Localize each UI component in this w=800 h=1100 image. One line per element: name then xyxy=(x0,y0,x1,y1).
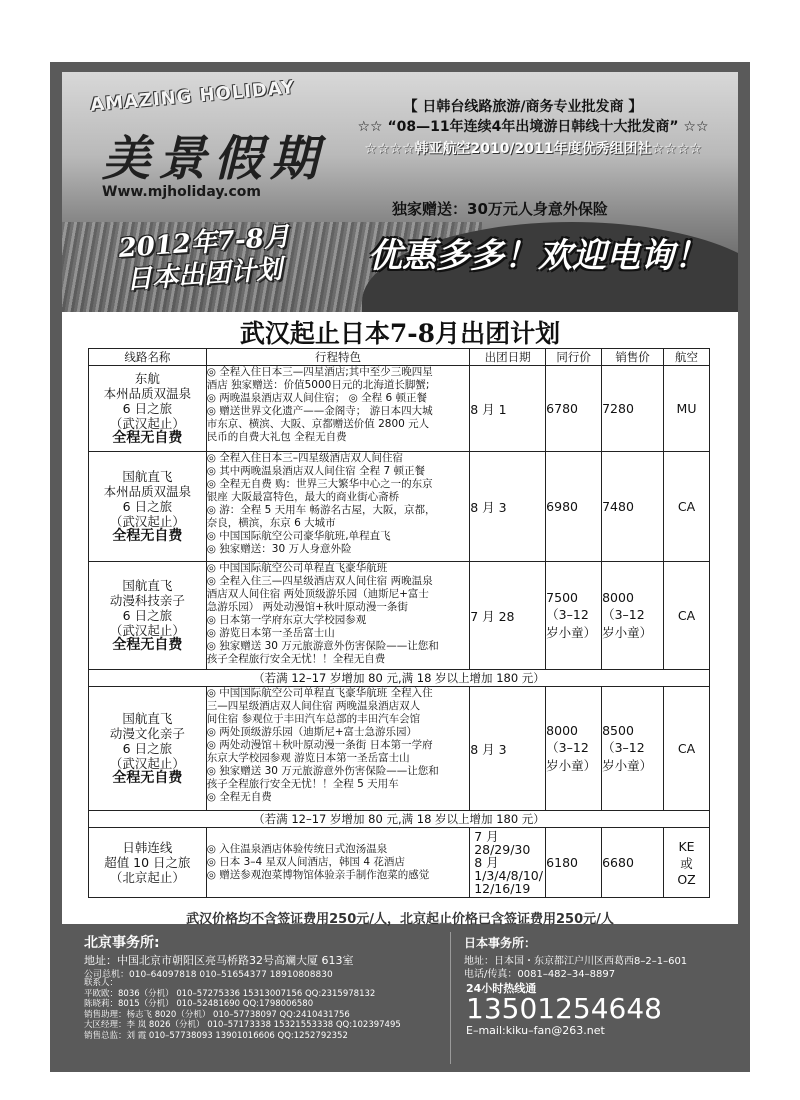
feature-line: ◎ 赠送参观泡菜博物馆体验亲手制作泡菜的感觉 xyxy=(206,869,430,881)
exclusive-insurance: 独家赠送：30万元人身意外保险 xyxy=(392,200,608,218)
peer-price xyxy=(546,687,602,811)
date-line: 1/3/4/8/10/ xyxy=(474,868,543,883)
feature-line: ◎ 游览日本第一圣岳富士山 xyxy=(206,627,335,639)
footer-divider xyxy=(450,932,451,1064)
departure-date: 8 月 3 xyxy=(470,687,546,811)
airline-line: OZ xyxy=(677,871,696,887)
tagline-airline: ☆☆☆☆韩亚航空2010/2011年度优秀组团社☆☆☆☆ xyxy=(364,141,702,157)
price-note: 岁小童） xyxy=(546,625,597,640)
surcharge-note: （若满 12–17 岁增加 80 元,满 18 岁以上增加 180 元） xyxy=(89,811,710,828)
col-date: 出团日期 xyxy=(470,349,546,366)
contact-line: 大区经理：李 岚 8026（分机） 010–57173338 15321553338 QQ:102397495 xyxy=(84,1020,401,1030)
route-airline-label: 国航直飞 xyxy=(122,469,173,484)
feature-line: 孩子全程旅行安全无忧！！全程 5 天用车 xyxy=(206,778,399,790)
route-name xyxy=(89,452,207,562)
feature-line: 市东京、横滨、大阪、京都赠送价值 2800 元人 xyxy=(206,418,430,430)
table-row xyxy=(89,452,710,562)
price-note: （3–12 xyxy=(602,607,645,622)
route-airline-label: 国航直飞 xyxy=(122,578,173,593)
feature-line: ◎ 独家赠送 30 万元旅游意外伤害保险——让您和 xyxy=(206,640,439,652)
route-no-extra: 全程无自费 xyxy=(112,637,183,653)
sale-price xyxy=(602,687,664,811)
route-title: 动漫文化亲子 xyxy=(109,726,185,741)
feature-line: 急游乐园） 两处动漫馆+秋叶原动漫一条街 xyxy=(206,601,408,613)
airline-code xyxy=(664,828,710,898)
feature-line: ◎ 两处动漫馆＋秋叶原动漫一条街 日本第一学府 xyxy=(206,739,433,751)
price-note: 岁小童） xyxy=(602,758,653,773)
feature-line: ◎ 日本 3–4 星双人间酒店，韩国 4 花酒店 xyxy=(206,856,405,868)
beijing-office-title: 北京事务所: xyxy=(84,935,160,951)
footer xyxy=(62,924,738,1072)
surcharge-note-row xyxy=(89,811,710,828)
feature-line: ◎ 独家赠送：30 万人身意外险 xyxy=(206,543,352,555)
route-origin: （武汉起止） xyxy=(109,416,185,431)
route-features xyxy=(206,366,469,452)
japan-address: 地址：日本国・东京都江户川区西葛西8–2–1–601 xyxy=(464,956,688,967)
price-note: （3–12 xyxy=(602,740,645,755)
feature-line: 酒店 独家赠送：价值5000日元的北海道长脚蟹; xyxy=(206,379,430,391)
table-row xyxy=(89,366,710,452)
feature-line: ◎ 全程入住日本三—四星酒店;其中至少三晚四星 xyxy=(206,366,433,378)
header-banner xyxy=(62,72,738,312)
feature-line: ◎ 两晚温泉酒店双人间住宿； ◎ 全程 6 顿正餐 xyxy=(206,392,427,404)
airline-line: KE xyxy=(678,838,695,854)
feature-line: ◎ 全程无自费 购：世界三大繁华中心之一的东京 xyxy=(206,478,433,490)
contact-list xyxy=(84,978,401,1041)
feature-line: ◎ 中国国际航空公司豪华航班,单程直飞 xyxy=(206,530,391,542)
website-url[interactable]: Www.mjholiday.com xyxy=(102,184,262,200)
feature-line: 民币的自费大礼包 全程无自费 xyxy=(206,431,347,443)
route-features xyxy=(206,828,469,898)
route-features xyxy=(206,687,469,811)
table-header-row xyxy=(89,349,710,366)
route-origin: （北京起止） xyxy=(109,870,185,885)
col-sale-price: 销售价 xyxy=(602,349,664,366)
visa-note: 武汉价格均不含签证费用250元/人，北京起止价格已含签证费用250元/人 xyxy=(186,912,614,927)
surcharge-note: （若满 12–17 岁增加 80 元,满 18 岁以上增加 180 元） xyxy=(89,670,710,687)
table-row xyxy=(89,828,710,898)
beijing-phone: 公司总机：010–64097818 010–51654377 18910808830 xyxy=(84,970,333,980)
feature-line: ◎ 全程入住日本三–四星级酒店双人间住宿 xyxy=(206,452,404,464)
price-value: 8500 xyxy=(602,723,634,738)
page-title: 武汉起止日本7-8月出团计划 xyxy=(239,319,561,348)
brand-logo: 美景假期 xyxy=(102,131,327,187)
route-origin: （武汉起止） xyxy=(109,623,185,638)
route-duration: 6 日之旅 xyxy=(122,608,173,623)
feature-line: ◎ 中国国际航空公司单程直飞豪华航班 xyxy=(206,562,388,574)
hotline-label: 24小时热线通 xyxy=(466,982,537,995)
departure-date xyxy=(470,828,546,898)
price-note: 岁小童） xyxy=(602,625,653,640)
departure-date: 7 月 28 xyxy=(470,562,546,670)
contact-line: 陈晓莉：8015（分机） 010–52481690 QQ:1798006580 xyxy=(84,999,314,1009)
route-duration: 6 日之旅 xyxy=(122,401,173,416)
route-origin: （武汉起止） xyxy=(109,756,185,771)
price-value: 8000 xyxy=(546,723,578,738)
route-no-extra: 全程无自费 xyxy=(112,430,183,446)
surcharge-note-row xyxy=(89,670,710,687)
airline-line: 或 xyxy=(680,855,693,871)
route-duration: 6 日之旅 xyxy=(122,499,173,514)
route-features xyxy=(206,452,469,562)
date-line: 7 月 xyxy=(474,829,499,844)
feature-line: 酒店双人间住宿 两处顶级游乐园（迪斯尼+富士 xyxy=(206,588,429,600)
feature-line: 间住宿 参观位于丰田汽车总部的丰田汽车会馆 xyxy=(206,713,421,725)
route-airline-label: 东航 xyxy=(134,371,160,386)
feature-line: ◎ 赠送世界文化遗产——金阁寺； 游日本四大城 xyxy=(206,405,433,417)
feature-line: ◎ 日本第一学府东京大学校园参观 xyxy=(206,614,367,626)
hotline-number[interactable]: 13501254648 xyxy=(466,992,662,1025)
plan-year: 2012年7-8月 xyxy=(117,222,291,264)
contact-line: 销售总监：刘 霞 010–57738093 13901016606 QQ:1252792352 xyxy=(84,1030,348,1041)
feature-line: ◎ 独家赠送 30 万元旅游意外伤害保险——让您和 xyxy=(206,765,439,777)
feature-line: 三—四星级酒店双人间住宿 两晚温泉酒店双人 xyxy=(206,700,421,712)
date-line: 12/16/19 xyxy=(474,881,531,896)
col-peer-price: 同行价 xyxy=(546,349,602,366)
sale-price: 7480 xyxy=(602,452,664,562)
feature-line: 奈良，横滨，东京 6 大城市 xyxy=(206,517,336,529)
routes-table xyxy=(88,348,710,898)
feature-line: 银座 大阪最富特色，最大的商业街心斋桥 xyxy=(206,491,400,503)
route-duration: 6 日之旅 xyxy=(122,741,173,756)
contact-line: 联系人： xyxy=(84,978,119,988)
content-area xyxy=(62,312,738,927)
feature-line: ◎ 入住温泉酒店体验传统日式泡汤温泉 xyxy=(206,843,388,855)
sale-price xyxy=(602,562,664,670)
peer-price xyxy=(546,562,602,670)
tagline-wholesaler: 【 日韩台线路旅游/商务专业批发商 】 xyxy=(403,99,643,115)
feature-line: ◎ 游：全程 5 天用车 畅游名古屋，大阪，京都， xyxy=(206,504,436,516)
sale-price: 6680 xyxy=(602,828,664,898)
route-name xyxy=(89,828,207,898)
peer-price: 6980 xyxy=(546,452,602,562)
feature-line: ◎ 其中两晚温泉酒店双人间住宿 全程 7 顿正餐 xyxy=(206,465,425,477)
feature-line: 孩子全程旅行安全无忧！！全程无自费 xyxy=(206,653,386,665)
route-airline-label: 日韩连线 xyxy=(122,840,173,855)
airline-code: CA xyxy=(664,562,710,670)
route-features xyxy=(206,562,469,670)
date-line: 8 月 xyxy=(474,855,499,870)
route-title: 本州品质双温泉 xyxy=(103,484,192,499)
price-note: （3–12 xyxy=(546,740,589,755)
sale-price: 7280 xyxy=(602,366,664,452)
route-name xyxy=(89,687,207,811)
airline-code: CA xyxy=(664,452,710,562)
route-origin: （武汉起止） xyxy=(109,514,185,529)
route-title: 本州品质双温泉 xyxy=(103,386,192,401)
departure-date: 8 月 1 xyxy=(470,366,546,452)
feature-line: ◎ 全程无自费 xyxy=(206,791,272,803)
plan-subtitle: 日本出团计划 xyxy=(125,254,284,296)
price-note: （3–12 xyxy=(546,607,589,622)
beijing-address: 地址：中国北京市朝阳区亮马桥路32号高斓大厦 613室 xyxy=(84,954,354,967)
airline-code: CA xyxy=(664,687,710,811)
route-no-extra: 全程无自费 xyxy=(112,770,183,786)
table-row xyxy=(89,687,710,811)
japan-office-title: 日本事务所： xyxy=(464,936,537,950)
route-airline-label: 国航直飞 xyxy=(122,711,173,726)
col-airline: 航空 xyxy=(664,349,710,366)
brand-english: AMAZING HOLIDAY xyxy=(89,77,296,116)
feature-line: ◎ 两处顶级游乐园（迪斯尼+富士急游乐园） xyxy=(206,726,418,738)
promo-slogan: 优惠多多！欢迎电询！ xyxy=(368,236,708,276)
feature-line: ◎ 中国国际航空公司单程直飞豪华航班 全程入住 xyxy=(206,687,433,699)
route-name xyxy=(89,366,207,452)
departure-date: 8 月 3 xyxy=(470,452,546,562)
contact-line: 销售助理：杨志飞 8020（分机） 010–57738097 QQ:2410431756 xyxy=(84,1009,350,1020)
price-value: 7500 xyxy=(546,590,578,605)
feature-line: 东京大学校园参观 游览日本第一圣岳富士山 xyxy=(206,752,410,764)
route-title: 超值 10 日之旅 xyxy=(104,855,191,870)
feature-line: ◎ 全程入住三—四星级酒店双人间住宿 两晚温泉 xyxy=(206,575,433,587)
japan-phone: 电话/传真：0081–482–34–8897 xyxy=(464,969,616,980)
col-route-name: 线路名称 xyxy=(89,349,207,366)
peer-price: 6180 xyxy=(546,828,602,898)
price-value: 8000 xyxy=(602,590,634,605)
contact-line: 平欧欧：8036（分机） 010–57275336 15313007156 QQ:2315978132 xyxy=(84,988,376,999)
col-features: 行程特色 xyxy=(206,349,469,366)
price-note: 岁小童） xyxy=(546,758,597,773)
peer-price: 6780 xyxy=(546,366,602,452)
table-row xyxy=(89,562,710,670)
route-title: 动漫科技亲子 xyxy=(109,593,185,608)
route-no-extra: 全程无自费 xyxy=(112,528,183,544)
airline-code: MU xyxy=(664,366,710,452)
tagline-award: ☆☆ “08—11年连续4年出境游日韩线十大批发商” ☆☆ xyxy=(357,119,709,135)
route-name xyxy=(89,562,207,670)
email-address[interactable]: E–mail:kiku–fan@263.net xyxy=(466,1024,605,1037)
date-line: 28/29/30 xyxy=(474,842,531,857)
